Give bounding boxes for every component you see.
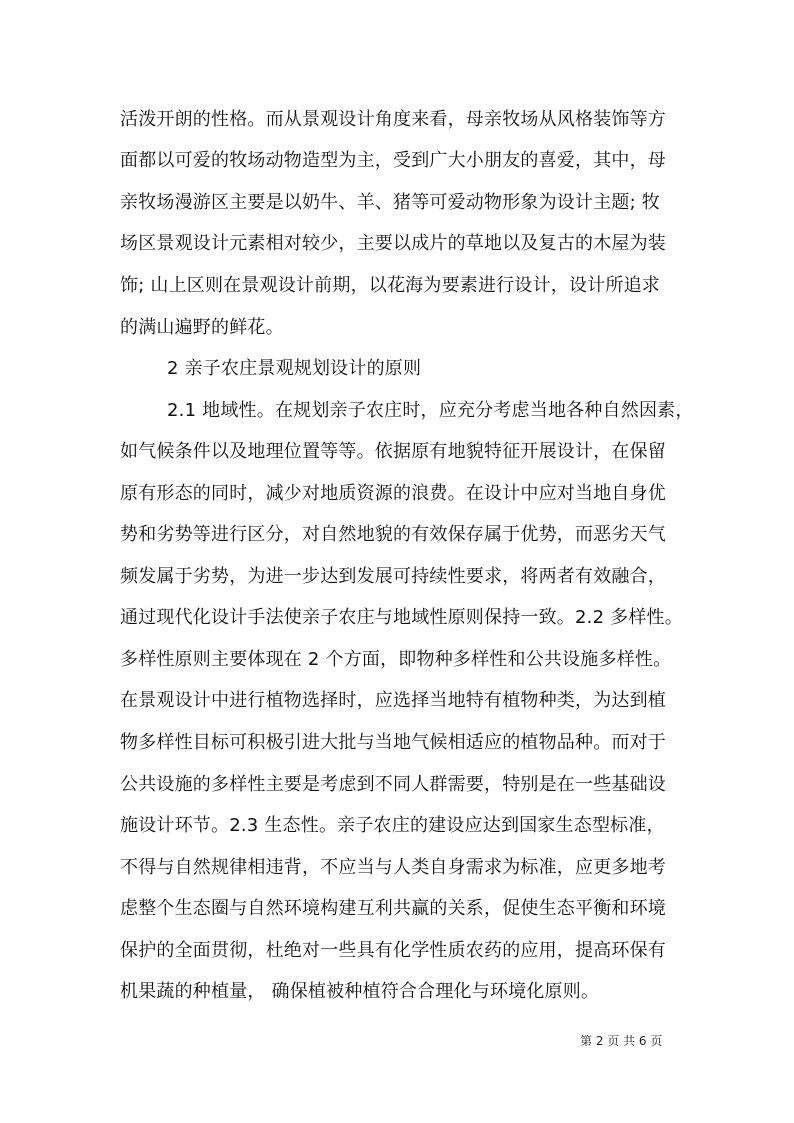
- section-heading: 2 亲子农庄景观规划设计的原则: [167, 358, 422, 379]
- body-line-21: 保护的全面贯彻，杜绝对一些具有化学性质农药的应用，提高环保有: [120, 940, 666, 961]
- body-line-20: 虑整个生态圈与自然环境构建互利共赢的关系，促使生态平衡和环境: [120, 898, 666, 919]
- body-line-4: 场区景观设计元素相对较少，主要以成片的草地以及复古的木屋为装: [120, 233, 666, 254]
- paragraph-start-line: 2.1 地域性。在规划亲子农庄时，应充分考虑当地各种自然因素，: [167, 400, 694, 421]
- body-line-15: 在景观设计中进行植物选择时，应选择当地特有植物种类，为达到植: [120, 690, 666, 711]
- body-line-22: 机果蔬的种植量， 确保植被种植符合合理化与环境化原则。: [120, 981, 600, 1002]
- body-line-17: 公共设施的多样性主要是考虑到不同人群需要，特别是在一些基础设: [120, 774, 666, 795]
- body-line-11: 势和劣势等进行区分，对自然地貌的有效保存属于优势，而恶劣天气: [120, 524, 666, 545]
- body-line-9: 如气候条件以及地理位置等等。依据原有地貌特征开展设计，在保留: [120, 441, 666, 462]
- body-line-10: 原有形态的同时，减少对地质资源的浪费。在设计中应对当地自身优: [120, 483, 666, 504]
- body-line-1: 活泼开朗的性格。而从景观设计角度来看，母亲牧场从风格装饰等方: [120, 109, 666, 130]
- body-line-12: 频发属于劣势，为进一步达到发展可持续性要求，将两者有效融合，: [120, 566, 666, 587]
- body-line-18: 施设计环节。2.3 生态性。亲子农庄的建设应达到国家生态型标准，: [120, 815, 665, 836]
- page-number-footer: 第 2 页 共 6 页: [580, 1034, 663, 1048]
- body-line-6: 的满山遍野的鲜花。: [120, 317, 284, 338]
- body-line-16: 物多样性目标可积极引进大批与当地气候相适应的植物品种。而对于: [120, 732, 666, 753]
- body-line-5: 饰; 山上区则在景观设计前期，以花海为要素进行设计，设计所追求: [120, 275, 660, 296]
- body-line-13: 通过现代化设计手法使亲子农庄与地域性原则保持一致。2.2 多样性。: [120, 607, 683, 628]
- body-line-19: 不得与自然规律相违背，不应当与人类自身需求为标准，应更多地考: [120, 857, 666, 878]
- body-line-3: 亲牧场漫游区主要是以奶牛、羊、猪等可爱动物形象为设计主题; 牧: [120, 192, 660, 213]
- body-line-2: 面都以可爱的牧场动物造型为主，受到广大小朋友的喜爱，其中，母: [120, 150, 666, 171]
- body-line-14: 多样性原则主要体现在 2 个方面，即物种多样性和公共设施多样性。: [120, 649, 672, 670]
